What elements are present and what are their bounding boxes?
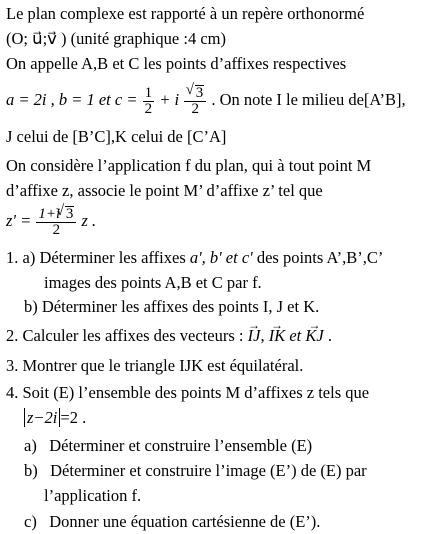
fraction-numerator: [184, 85, 206, 102]
intro-line-7: d’affixe z, associe le point M’ d’affixe z’ tel que: [6, 181, 323, 200]
fraction-denominator: 2: [191, 101, 199, 118]
intro-line-6: On considère l’application f du plan, qui à tout point M: [6, 156, 372, 175]
fraction-numerator: 1: [144, 84, 153, 101]
fraction-denominator: 2: [52, 222, 61, 239]
sqrt-sign: √ 3: [65, 206, 75, 222]
plus-i: + i: [159, 90, 180, 109]
vector-IJ: → IJ: [248, 326, 261, 346]
map-definition: [6, 203, 96, 239]
sqrt-sign: √ 3: [195, 85, 205, 101]
question-4b: b) Déterminer et construire l’image (E’) de (E) par: [24, 461, 367, 480]
question-4: 4. Soit (E) l’ensemble des points M d’affixes z tels que: [6, 383, 370, 402]
question-4c: c) Donner une équation cartésienne de (E’).: [24, 512, 321, 531]
question-3: 3. Montrer que le triangle IJK est équilatéral.: [6, 356, 304, 375]
def-a: a = 2i ,: [6, 90, 55, 109]
intro-line-affixes: [6, 83, 406, 117]
vector-IK: → IK: [269, 326, 286, 346]
intro-line-5: J celui de [B’C],K celui de [C’A]: [6, 127, 227, 146]
question-1a-cont: images des points A,B et C par f.: [44, 273, 262, 292]
question-1a: 1. a) Déterminer les affixes a', b' et c' des points A’,B’,C’: [6, 248, 384, 267]
def-b-c: b = 1 et c =: [58, 90, 138, 109]
fraction-sqrt3-half: [184, 85, 206, 117]
fraction-denominator: 2: [144, 100, 153, 117]
variables-primes: a', b' et c': [189, 248, 253, 267]
zprime-label: z' =: [6, 211, 32, 230]
question-4a: a) Déterminer et construire l’ensemble (E): [24, 436, 313, 455]
question-1b: b) Déterminer les affixes des points I, J et K.: [24, 297, 320, 316]
vector-KJ: → KJ: [305, 326, 323, 346]
intro-line-3: On appelle A,B et C les points d’affixes respectives: [6, 54, 347, 73]
modulus: z−2i: [24, 408, 60, 427]
fraction-map: [36, 206, 76, 238]
intro-line-1: Le plan complexe est rapporté à un repère orthonormé: [6, 4, 365, 23]
intro-line-2: (O; u⃗;v⃗ ) (unité graphique :4 cm): [6, 29, 226, 48]
question-2: 2. Calculer les affixes des vecteurs : → IJ, → IK et → KJ .: [6, 326, 332, 346]
question-4b-cont: l’application f.: [44, 486, 142, 505]
fraction-one-half: [143, 86, 155, 117]
fraction-numerator: 1+i √ 3: [36, 206, 76, 223]
question-4-condition: z−2i =2 .: [24, 408, 86, 428]
note-I: . On note I le milieu de[A’B],: [211, 90, 406, 109]
z-end: z .: [81, 211, 97, 230]
